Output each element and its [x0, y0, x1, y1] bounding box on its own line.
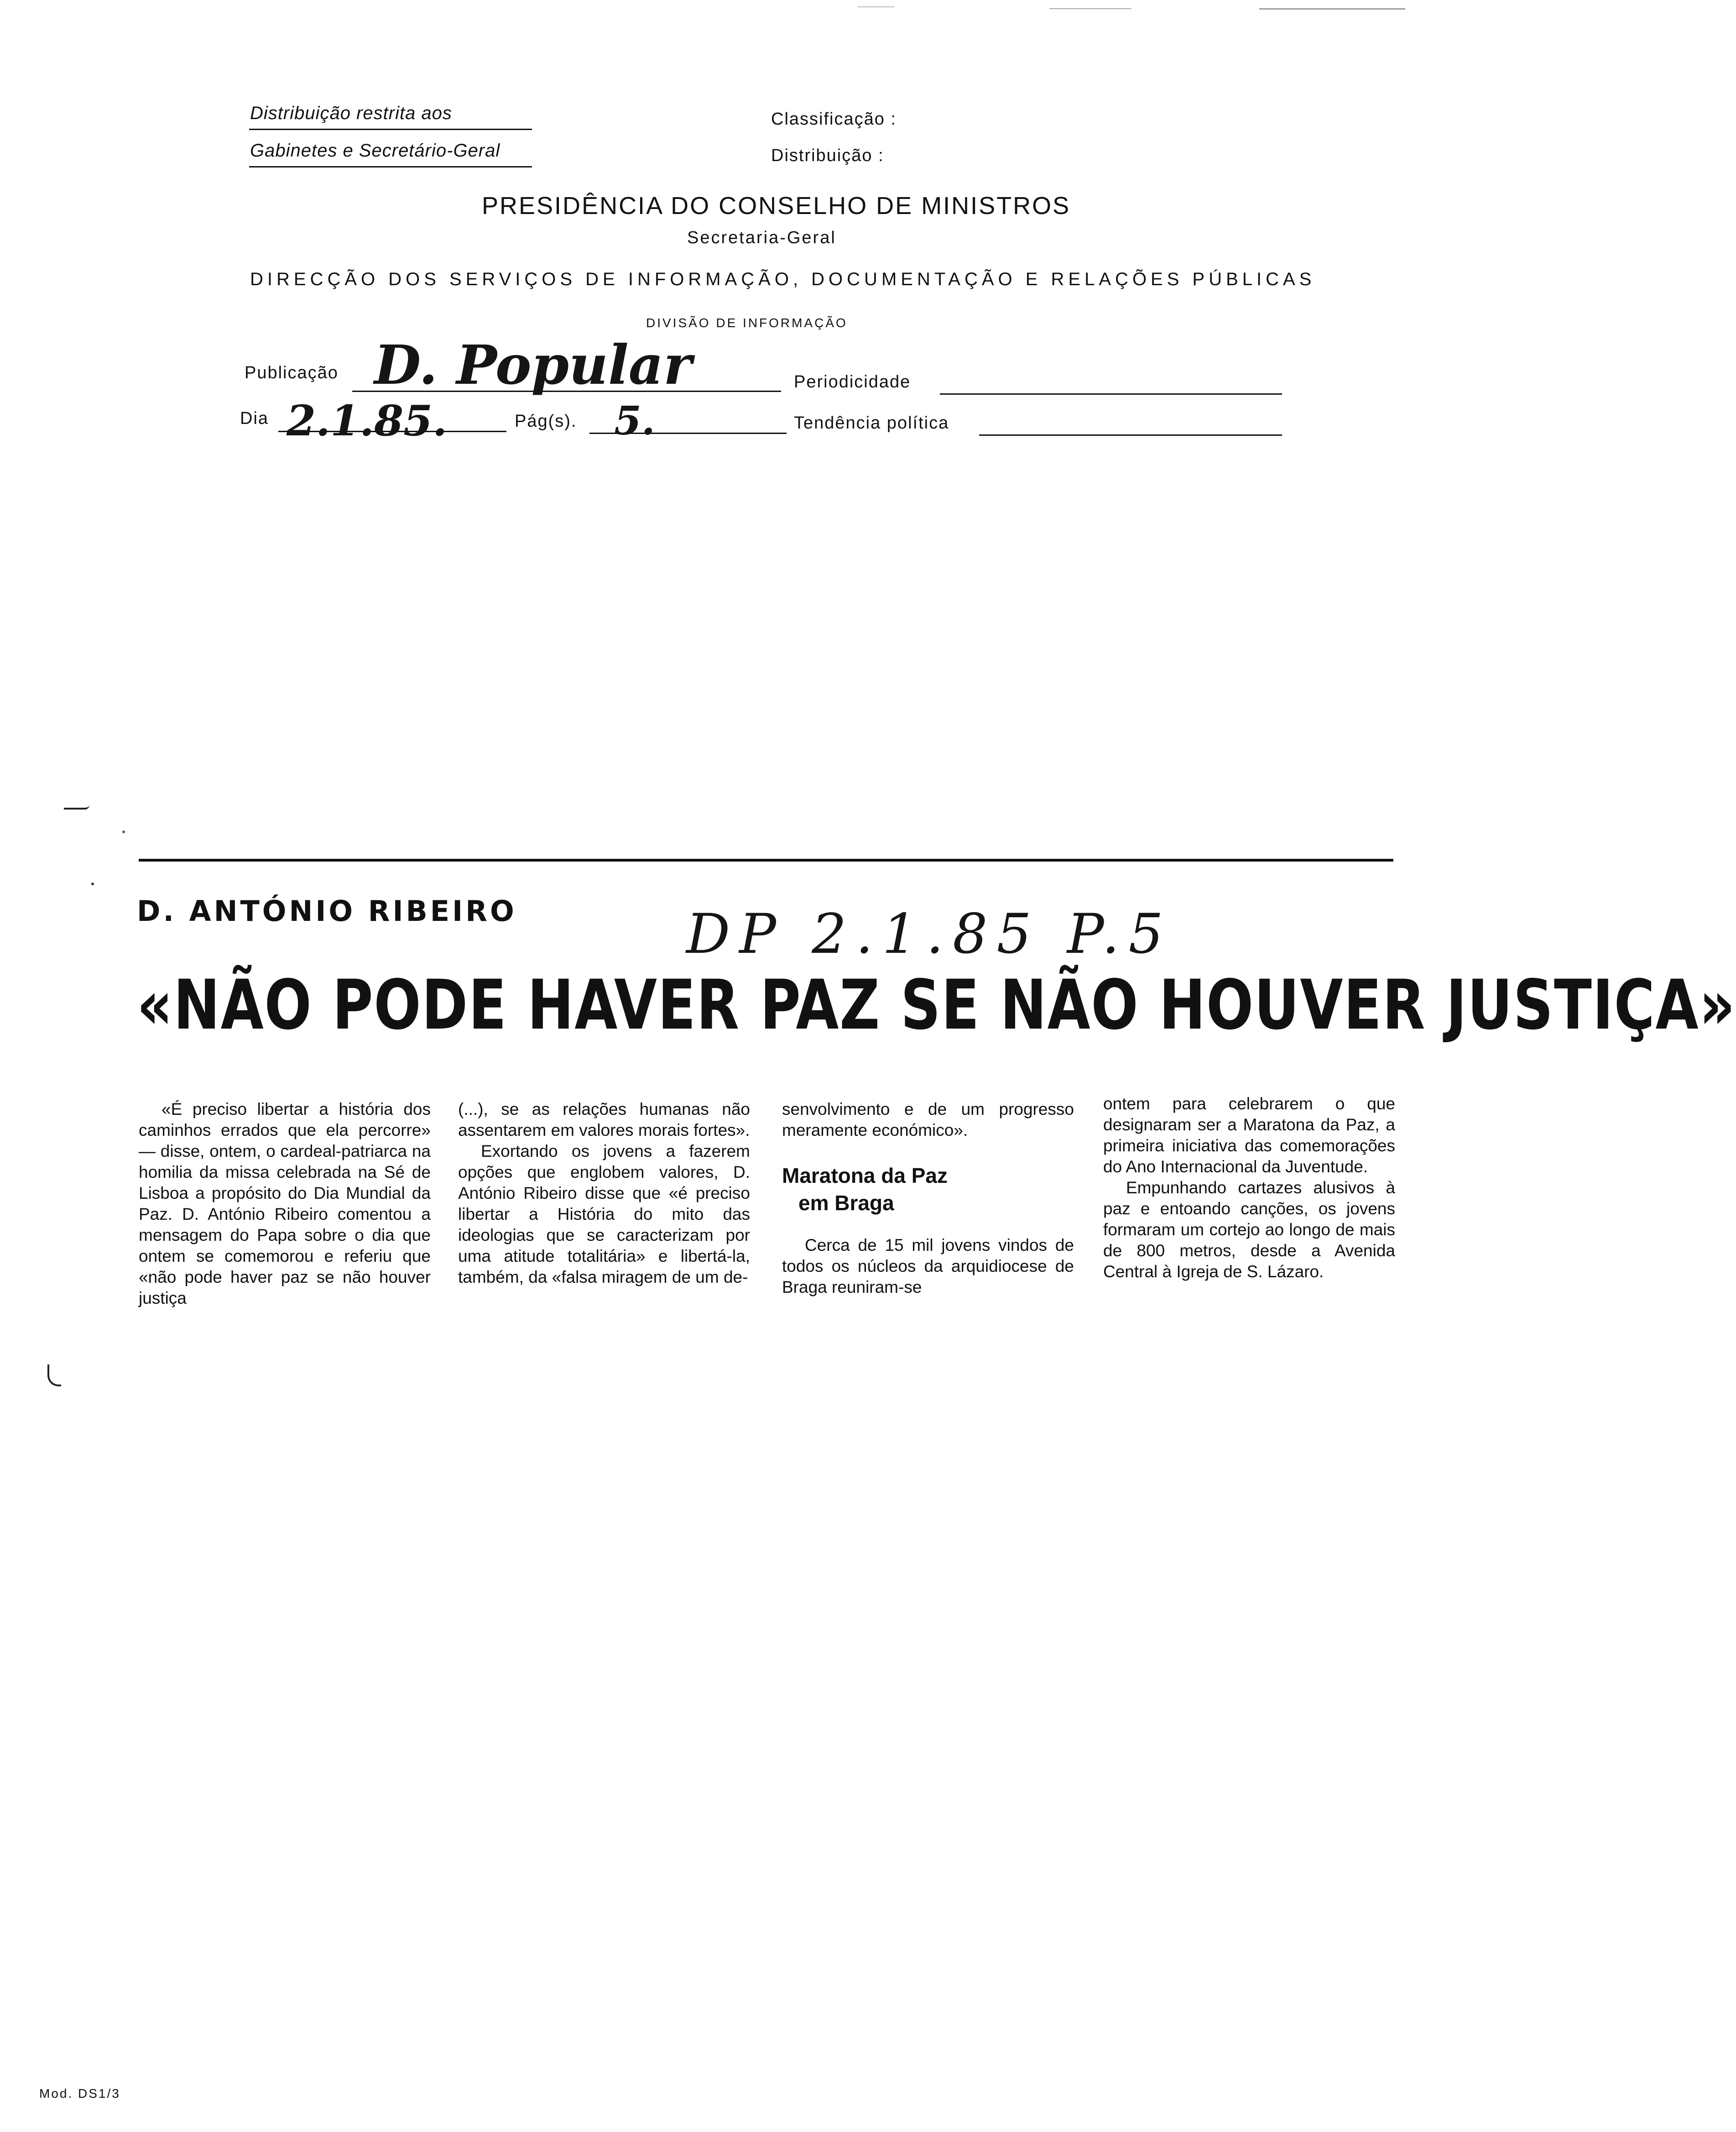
margin-bracket-mark [47, 1364, 61, 1386]
institution-title: PRESIDÊNCIA DO CONSELHO DE MINISTROS [482, 192, 1071, 219]
article-paragraph: (...), se as relações humanas não assentarem em valores morais fortes». [458, 1100, 750, 1139]
article-paragraph: Cerca de 15 mil jovens vindos de todos os núcleos da arquidiocese de Braga reuniram-se [782, 1236, 1074, 1296]
classification-label: Classificação : [771, 110, 897, 129]
secretariat-title: Secretaria-Geral [687, 228, 836, 247]
periodicity-label: Periodicidade [794, 372, 911, 392]
scan-edge-mark-top-right [1049, 8, 1131, 9]
political-tendency-field-line [979, 434, 1282, 436]
article-top-rule [139, 859, 1393, 862]
distribution-underline [249, 129, 532, 130]
scan-edge-mark-top [858, 6, 894, 7]
article-column-4 [1103, 1093, 1395, 1282]
publication-value: D. Popular [374, 333, 692, 397]
political-tendency-label: Tendência política [794, 413, 949, 433]
day-label: Dia [240, 409, 269, 428]
article-subheading [782, 1162, 1074, 1217]
article-subheading-line1: Maratona da Paz [782, 1164, 948, 1187]
article-column-1 [139, 1099, 431, 1309]
distribution-underline [249, 166, 532, 167]
article-paragraph: Exortando os jovens a fazerem opções que englobem valores, D. António Ribeiro disse que «é preciso libertar a História do mito das ideologias que se caracterizam por uma atitude totalitária» e libertá-la, também, da «falsa miragem de um de- [458, 1142, 750, 1286]
article-paragraph: ontem para celebrarem o que designaram ser a Maratona da Paz, a primeira iniciativa das comemorações do Ano Internacional da Juventude. [1103, 1094, 1395, 1176]
article-subheading-line2: em Braga [798, 1191, 894, 1215]
scan-edge-mark-top-far-right [1259, 8, 1405, 10]
pages-label: Pág(s). [515, 412, 577, 431]
article-column-2 [458, 1099, 750, 1288]
periodicity-field-line [940, 393, 1282, 395]
margin-tick-mark [64, 805, 89, 810]
margin-dot-mark [122, 831, 125, 833]
publication-label: Publicação [245, 363, 339, 382]
article-paragraph: senvolvimento e de um progresso meramente económico». [782, 1100, 1074, 1139]
directorate-title: DIRECÇÃO DOS SERVIÇOS DE INFORMAÇÃO, DOCUMENTAÇÃO E RELAÇÕES PÚBLICAS [250, 269, 1316, 289]
division-title: DIVISÃO DE INFORMAÇÃO [646, 316, 848, 330]
handwritten-annotation: DP 2.1.85 P.5 [686, 903, 1173, 966]
article-column-3 [782, 1099, 1074, 1298]
margin-dot-mark [91, 883, 94, 885]
article-headline: «NÃO PODE HAVER PAZ SE NÃO HOUVER JUSTIÇA» [137, 966, 1736, 1045]
article-paragraph: «É preciso libertar a história dos caminhos errados que ela percorre» — disse, ontem, o cardeal-patriarca na homilia da missa celebrada na Sé de Lisboa a propósito do Dia Mundial da Paz. D. António Ribeiro comentou a mensagem do Papa sobre o dia que ontem se comemorou e referiu que «não pode haver paz se não houver justiça [139, 1100, 431, 1307]
pages-value: 5. [614, 398, 655, 444]
distribution-restriction-line2: Gabinetes e Secretário-Geral [250, 141, 500, 161]
article-kicker: D. ANTÓNIO RIBEIRO [137, 894, 517, 928]
distribution-restriction-line1: Distribuição restrita aos [250, 103, 452, 123]
day-value: 2.1.85. [287, 396, 448, 445]
distribution-label: Distribuição : [771, 146, 884, 165]
model-reference: Mod. DS1/3 [39, 2086, 120, 2101]
article-paragraph: Empunhando cartazes alusivos à paz e entoando canções, os jovens formaram um cortejo ao longo de mais de 800 metros, desde a Avenida Central à Igreja de S. Lázaro. [1103, 1178, 1395, 1281]
